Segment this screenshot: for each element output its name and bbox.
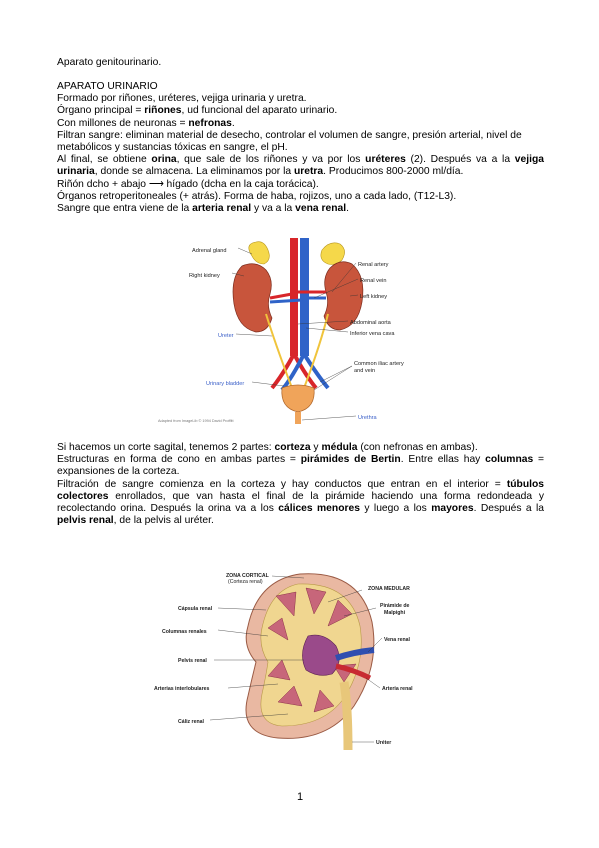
section-sagital [57,442,544,527]
label-renal-artery: Renal artery [358,262,389,268]
l5g: , donde se almacena. La eliminamos por la [94,166,294,178]
p3i: , de la pelvis al uréter. [113,515,214,527]
label-adrenal: Adrenal gland [192,248,227,254]
adrenal-gland-left [321,243,345,265]
label-ureter: Uréter [376,740,392,746]
label-ivc: Inferior vena cava [350,331,395,337]
urinary-system-figure [152,236,448,428]
line-2 [57,105,544,117]
l3a: Con millones de neuronas = [57,117,189,129]
heading-text: Aparato genitourinario. [57,57,162,68]
label-right-kidney: Right kidney [189,273,220,279]
line-3 [57,118,544,130]
p1a: Si hacemos un corte sagital, tenemos 2 partes: [57,442,275,453]
right-kidney-shape [233,264,272,332]
l8c: y va a la [251,203,296,215]
l5c: , que sale de los riñones y va por los [176,154,366,166]
section-urinario [57,81,544,215]
l5b: orina [151,154,177,166]
l8d: vena renal [295,203,347,215]
l8e: . [346,203,349,215]
l2c: , ud funcional del aparato urinario. [181,105,338,117]
section-title: APARATO URINARIO [57,81,158,92]
doc-heading [57,57,544,69]
l5a: Al final, se obtiene [57,154,152,166]
kidney-section-figure [148,566,450,752]
paragraph-2 [57,454,544,478]
p2c: . Entre ellas hay [400,454,486,466]
vena-cava-vessel [300,238,309,356]
adrenal-gland-right [249,242,270,264]
label-columnas: Columnas renales [162,629,207,635]
label-urethra: Urethra [358,415,377,421]
p3f: mayores [431,503,474,515]
label-left-kidney: Left kidney [360,294,388,300]
paragraph-3 [57,479,544,528]
label-ureter: Ureter [218,333,234,339]
label-renal-vein: Renal vein [360,278,387,284]
p2a: Estructuras en forma de cono en ambas partes = [57,454,301,466]
p2d: columnas [485,454,534,466]
l8b: arteria renal [192,203,252,215]
label-iliac-2: and vein [354,368,376,374]
l5f: vejiga urinaria [57,154,544,178]
p1e: (con nefronas en ambas). [357,442,478,453]
label-corteza-renal: (Corteza renal) [228,579,263,585]
p3b: túbulos colectores [57,478,544,502]
paragraph-1 [57,442,544,454]
label-interlobulares: Arterias interlobulares [154,686,210,692]
p3d: cálices menores [278,503,360,515]
label-arteria: Arteria renal [382,686,413,692]
l5i: . Producimos 800-2000 ml/día. [323,166,464,178]
page-number: 1 [296,791,304,803]
p3h: pelvis renal [57,515,114,527]
line-1: Formado por riñones, uréteres, vejiga urinaria y uretra. [57,93,307,105]
line-7: Órganos retroperitoneales (+ atrás). Forma de haba, rojizos, uno a cada lado, (T12-L3). [57,190,457,202]
l5h: uretra [293,166,324,178]
p3c: enrollados, que van hasta el final de la pirámide haciendo una forma redondeada y recolectando orina. Después la orina va a los [57,490,544,515]
label-iliac-1: Common iliac artery [354,361,404,367]
p2b: pirámides de Bertin [300,454,401,466]
label-piramide-2: Malpighi [384,610,406,616]
abdominal-aorta-vessel [290,238,298,356]
l5d: uréteres [365,154,406,166]
renal-vein-right [270,300,302,302]
l8a: Sangre que entra viene de la [57,203,193,215]
line-8 [57,203,544,215]
line-5 [57,154,544,178]
label-capsula: Cápsula renal [178,606,213,612]
p1c: y [310,442,322,453]
label-pelvis: Pelvis renal [178,658,207,664]
l2b: riñones [144,105,182,117]
p3g: . Después a la [473,503,545,515]
l3b: nefronas [188,117,232,129]
line-6: Riñón dcho + abajo ⟶ hígado (dcha en la caja torácica). [57,178,319,190]
iliac-vein-left [304,354,328,388]
label-bladder: Urinary bladder [206,381,245,387]
ureter-tube [344,682,348,750]
label-caliz: Cáliz renal [178,719,204,725]
l3c: . [231,117,235,129]
label-piramide-1: Pirámide de [380,603,410,609]
figure1-credit: Adapted from ImageLib © 1994 David Proffitt [158,419,234,423]
p1b: corteza [274,442,311,453]
renal-artery-right [270,294,292,298]
l2a: Órgano principal = [57,105,145,117]
line-4: Filtran sangre: eliminan material de desecho, controlar el volumen de sangre, presión arterial, nivel de metabólicos y sustancias tóxicas en sangre, el pH. [57,129,522,154]
urethra-shape [295,412,301,424]
label-zona-cortical: ZONA CORTICAL [226,573,269,579]
p3e: y luego a los [359,503,432,515]
bladder-shape [282,385,314,412]
p1d: médula [321,442,358,453]
p3a: Filtración de sangre comienza en la corteza y hay conductos que entran en el interior = [57,478,507,490]
label-abdominal-aorta: Abdominal aorta [350,320,391,326]
l5e: (2). Después va a la [405,154,515,166]
label-vena: Vena renal [384,637,410,643]
p2e: = expansiones de la corteza. [57,454,545,478]
label-zona-medular: ZONA MEDULAR [368,586,410,592]
